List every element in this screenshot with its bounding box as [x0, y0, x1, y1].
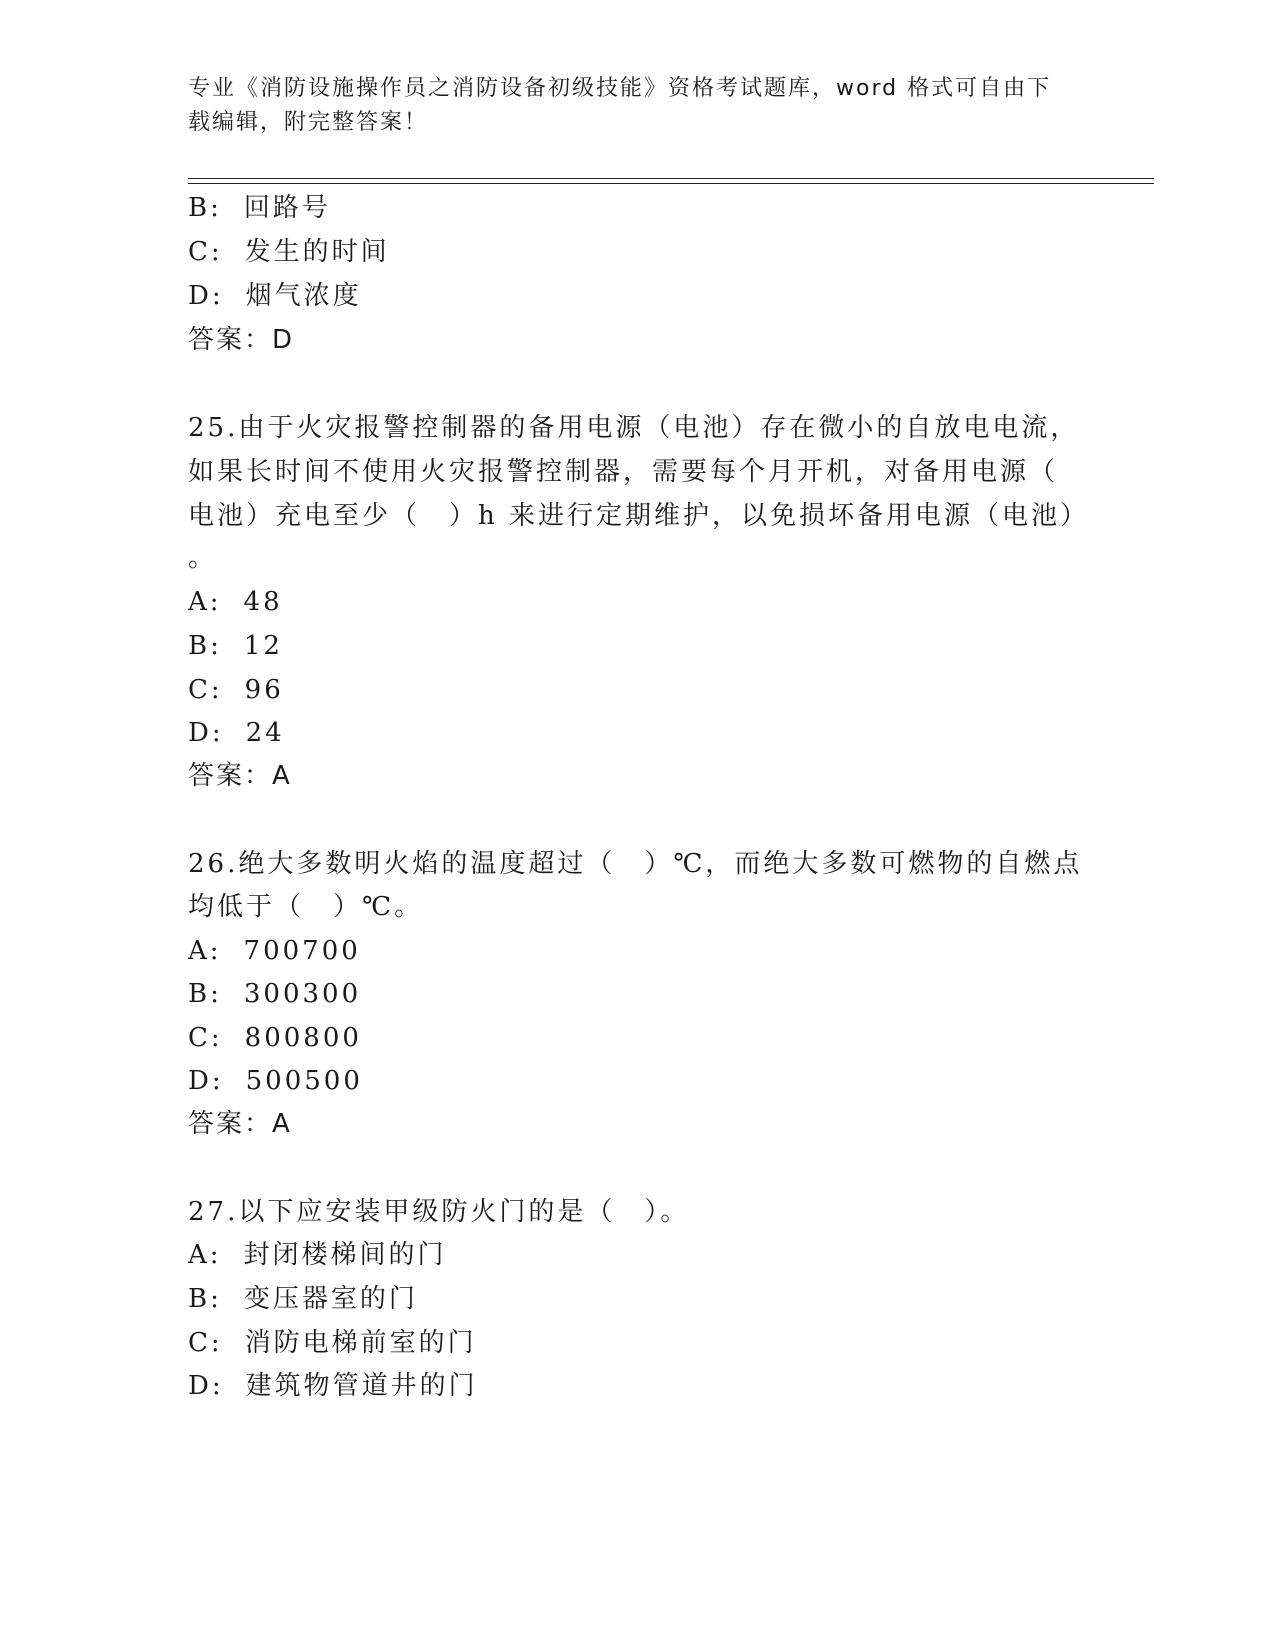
option-text: 回路号 — [243, 193, 331, 223]
answer-text: 答案：D — [188, 325, 295, 355]
option-letter: A: — [188, 936, 222, 966]
question-25-line-4: 。 — [188, 543, 218, 573]
question-25-line-1: 25.由于火灾报警控制器的备用电源（电池）存在微小的自放电电流， — [188, 413, 1080, 443]
header-divider-bottom — [188, 183, 1154, 184]
option-letter: D: — [188, 718, 224, 748]
option-text: 发生的时间 — [244, 237, 390, 267]
option-text: 12 — [243, 631, 283, 661]
option-b — [188, 628, 283, 664]
question-26-line-2: 均低于（ ）℃。 — [188, 892, 424, 922]
question-26-line-1: 26.绝大多数明火焰的温度超过（ ）℃，而绝大多数可燃物的自燃点 — [188, 849, 1083, 879]
option-text: 96 — [244, 675, 284, 705]
option-letter: C: — [188, 1023, 223, 1053]
option-text: 500500 — [245, 1066, 363, 1096]
option-a — [188, 1237, 447, 1273]
document-header — [188, 72, 1068, 140]
option-letter: B: — [188, 631, 222, 661]
option-text: 48 — [243, 587, 283, 617]
option-d — [188, 1368, 478, 1404]
option-letter: A: — [188, 1240, 222, 1270]
option-text: 800800 — [244, 1023, 362, 1053]
header-line-1: 专业《消防设施操作员之消防设备初级技能》资格考试题库，word 格式可自由下 — [188, 76, 1052, 101]
option-a — [188, 933, 361, 969]
option-text: 封闭楼梯间的门 — [243, 1240, 447, 1270]
option-letter: C: — [188, 675, 223, 705]
question-25-line-3: 电池）充电至少（ ）h 来进行定期维护，以免损坏备用电源（电池） — [188, 501, 1090, 531]
option-text: 24 — [245, 718, 285, 748]
question-27-line-1: 27.以下应安装甲级防火门的是（ ）。 — [188, 1197, 690, 1227]
option-b — [188, 976, 361, 1012]
option-text: 300300 — [243, 979, 362, 1009]
option-b — [188, 1281, 418, 1317]
option-letter: D: — [188, 1066, 224, 1096]
question-25-line-2: 如果长时间不使用火灾报警控制器，需要每个月开机，对备用电源（ — [188, 457, 1059, 487]
option-letter: C: — [188, 237, 223, 267]
option-letter: D: — [188, 281, 224, 311]
answer-text: 答案：A — [188, 761, 292, 791]
option-a — [188, 584, 283, 620]
option-c — [188, 234, 390, 270]
option-d — [188, 715, 285, 751]
header-divider-top — [188, 178, 1154, 179]
option-text: 变压器室的门 — [243, 1284, 418, 1314]
option-letter: C: — [188, 1328, 223, 1358]
option-text: 消防电梯前室的门 — [244, 1328, 477, 1358]
option-text: 烟气浓度 — [245, 281, 362, 311]
option-letter: B: — [188, 979, 222, 1009]
option-text: 建筑物管道井的门 — [245, 1371, 478, 1401]
option-d — [188, 1063, 363, 1099]
option-letter: A: — [188, 587, 222, 617]
option-letter: B: — [188, 193, 222, 223]
option-letter: B: — [188, 1284, 222, 1314]
option-d — [188, 278, 362, 314]
option-c — [188, 672, 284, 708]
option-c — [188, 1020, 362, 1056]
option-b — [188, 190, 331, 226]
option-c — [188, 1325, 477, 1361]
answer-text: 答案：A — [188, 1109, 292, 1139]
header-line-2: 载编辑，附完整答案！ — [188, 110, 429, 135]
option-text: 700700 — [243, 936, 361, 966]
option-letter: D: — [188, 1371, 224, 1401]
